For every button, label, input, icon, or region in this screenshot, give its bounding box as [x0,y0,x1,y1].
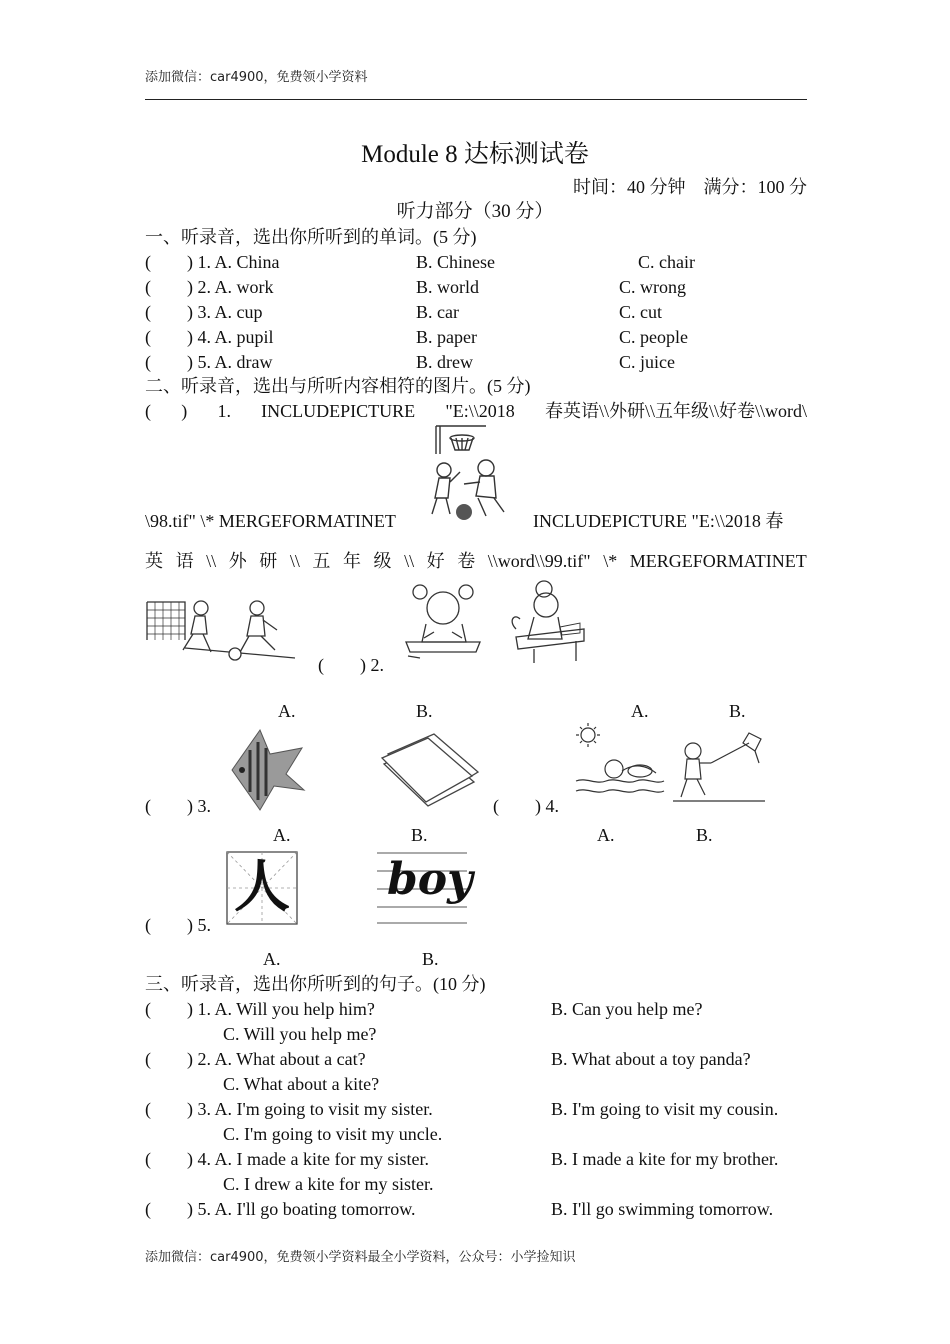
p2-q1-l3-w0: 英 [145,551,163,571]
p1-q4-c: C. people [619,327,688,347]
paper-image [380,732,482,808]
p3-q1-a: ( ) 1. A. Will you help him? [145,999,375,1019]
p1-q1-b: B. Chinese [416,252,495,272]
p2-q1-l1-w4: "E:\\2018 [445,401,515,421]
header-rule [145,99,807,100]
p2-q1-l3-w8: 级 [373,551,392,571]
p1-q1-a: ( ) 1. A. China [145,252,280,272]
p2-q1-l3-w13: \* [603,551,618,571]
p1-q2-b: B. world [416,277,479,297]
p2-q3-label: ( ) 3. [145,796,211,816]
p2-q1-l3-w3: 外 [228,551,247,571]
p2-q1-line2b: INCLUDEPICTURE "E:\\2018 春 [533,511,784,531]
p2-q1-l1-w1: ) [181,401,188,421]
p2-q1-l3-w2: \\ [206,551,217,571]
p2-q2-label: ( ) 2. [318,655,384,675]
header-note: 添加微信：car4900，免费领小学资料 [145,70,368,85]
p2-q4-opt-b: B. [696,825,713,845]
kite-boy-image [671,729,767,805]
p2-q1-l3-w9: \\ [404,551,415,571]
p2-q3-opt-b: B. [411,825,428,845]
p3-q4-c: C. I drew a kite for my sister. [223,1174,434,1194]
p2-q1-l3-w14: MERGEFORMATINET [629,551,807,571]
football-kids-image [145,596,297,664]
p2-q1-line3 [145,549,807,573]
p3-q3-b: B. I'm going to visit my cousin. [551,1099,779,1119]
p3-q5-a: ( ) 5. A. I'll go boating tomorrow. [145,1199,416,1219]
p1-q5-b: B. drew [416,352,473,372]
p3-q2-a: ( ) 2. A. What about a cat? [145,1049,366,1069]
p2-q1-l1-w0: ( [145,401,151,421]
p1-q2-a: ( ) 2. A. work [145,277,274,297]
p2-q1-line1 [145,399,807,423]
p2-q1-l1-w3: INCLUDEPICTURE [261,401,416,421]
p3-q4-a: ( ) 4. A. I made a kite for my sister. [145,1149,429,1169]
swimming-boy-image [574,721,666,801]
part3-heading: 三、听录音，选出你所听到的句子。(10 分) [145,974,486,994]
p2-q5-label: ( ) 5. [145,915,211,935]
p2-q5-opt-b: B. [422,949,439,969]
p2-q1-l3-w6: 五 [312,551,331,571]
p1-q4-b: B. paper [416,327,477,347]
p1-q3-c: C. cut [619,302,662,322]
p2-q1-l3-w5: \\ [289,551,300,571]
girl-writing-image [506,577,586,663]
footer-note: 添加微信：car4900，免费领小学资料最全小学资料，公众号：小学捡知识 [145,1250,576,1265]
p3-q3-a: ( ) 3. A. I'm going to visit my sister. [145,1099,433,1119]
p1-q3-b: B. car [416,302,459,322]
basketball-kids-image [428,424,524,522]
p3-q3-c: C. I'm going to visit my uncle. [223,1124,443,1144]
p1-q4-a: ( ) 4. A. pupil [145,327,274,347]
p3-q2-c: C. What about a kite? [223,1074,380,1094]
section-title: 听力部分（30 分） [396,201,554,222]
p2-q1-l3-w12: \\word\\99.tif" [487,551,591,571]
character-ren: 人 [234,855,290,920]
page-title: Module 8 达标测试卷 [361,141,589,168]
p2-q1-l3-w10: 好 [426,551,445,571]
p2-q4-opt-a: A. [597,825,615,845]
p2-q1-l1-w5: 春英语\\外研\\五年级\\好卷\\word\ [544,401,807,421]
p2-q4-label: ( ) 4. [493,796,559,816]
p2-q2-opt-b: B. [729,701,746,721]
p2-q3-opt-a: A. [273,825,291,845]
p2-q1-l3-w1: 语 [175,551,194,571]
p2-q1-opt-b: B. [416,701,433,721]
p2-q5-opt-a: A. [263,949,281,969]
part1-heading: 一、听录音，选出你所听到的单词。(5 分) [145,227,477,247]
p2-q1-l1-w2: 1. [217,401,231,421]
girl-drawing-image [404,580,484,662]
p3-q1-b: B. Can you help me? [551,999,703,1019]
p1-q3-a: ( ) 3. A. cup [145,302,263,322]
part2-heading: 二、听录音，选出与所听内容相符的图片。(5 分) [145,376,531,396]
p2-q2-opt-a: A. [631,701,649,721]
p2-q1-opt-a: A. [278,701,296,721]
p2-q1-l3-w11: 卷 [457,551,476,571]
p3-q5-b: B. I'll go swimming tomorrow. [551,1199,774,1219]
p1-q2-c: C. wrong [619,277,686,297]
p1-q1-c: C. chair [638,252,695,272]
p3-q1-c: C. Will you help me? [223,1024,377,1044]
fish-image [230,726,306,812]
exam-meta: 时间：40 分钟 满分：100 分 [573,177,807,197]
p3-q4-b: B. I made a kite for my brother. [551,1149,779,1169]
p2-q1-l3-w7: 年 [342,551,361,571]
word-boy: boy [387,854,473,905]
p1-q5-a: ( ) 5. A. draw [145,352,273,372]
p2-q1-l3-w4: 研 [259,551,278,571]
p3-q2-b: B. What about a toy panda? [551,1049,751,1069]
p1-q5-c: C. juice [619,352,675,372]
p2-q1-line2a: \98.tif" \* MERGEFORMATINET [145,511,396,531]
